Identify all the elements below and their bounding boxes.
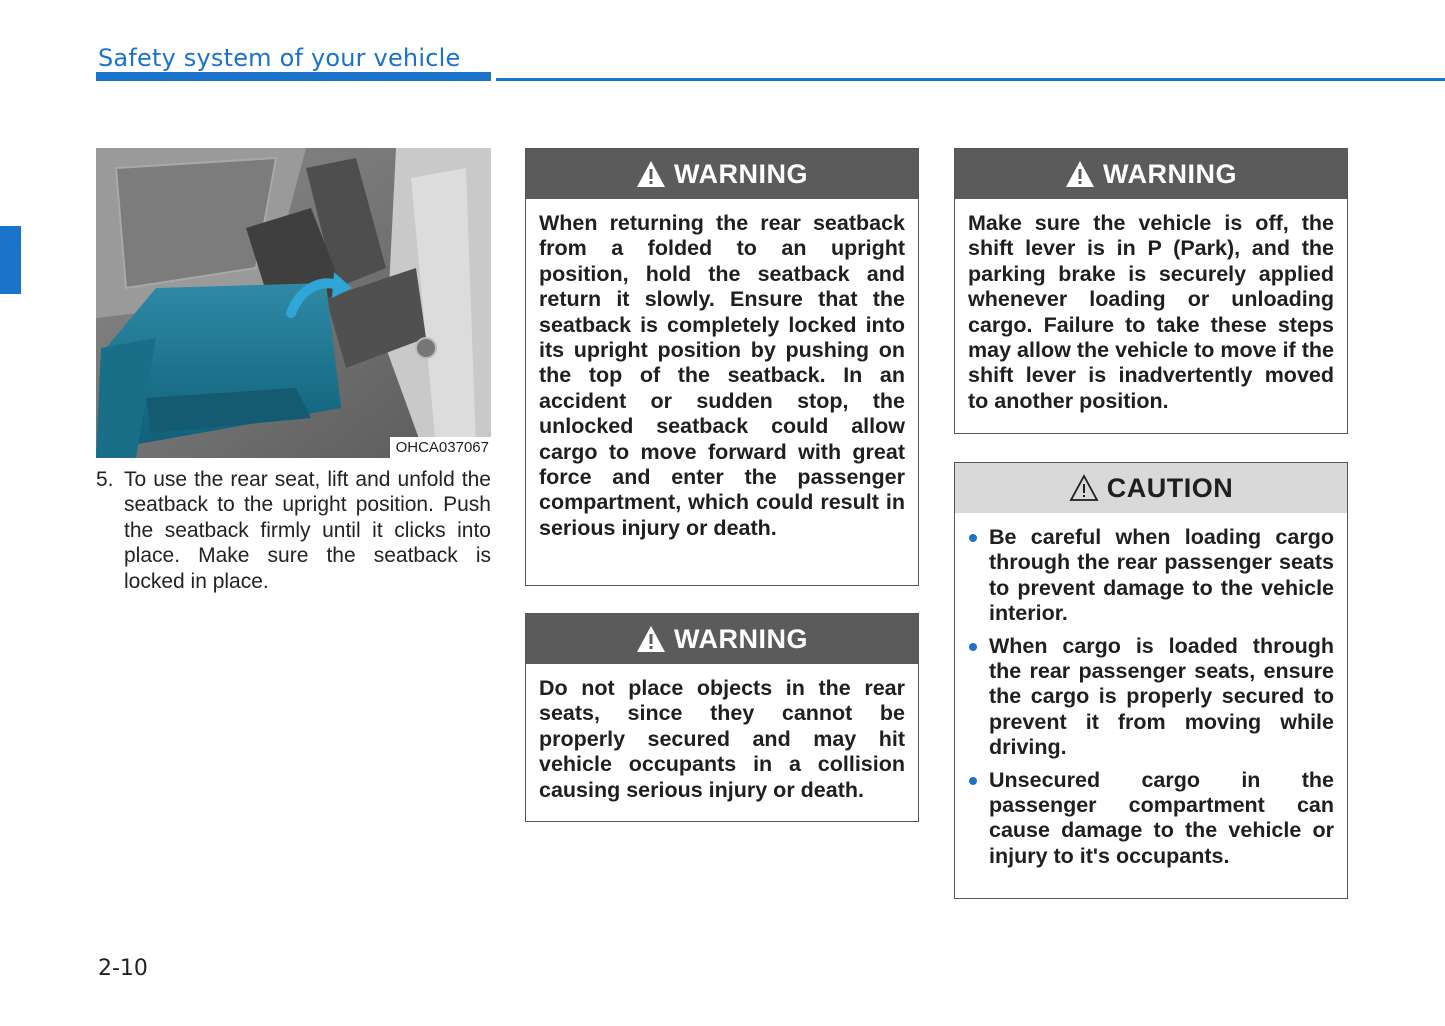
figure-code: OHCA037067: [390, 437, 491, 458]
warning-title: WARNING: [674, 623, 808, 654]
warning-triangle-icon: [1065, 160, 1095, 188]
caution-box: [954, 462, 1348, 899]
warning-box-seatback: [525, 148, 919, 586]
header-rule: [496, 78, 1445, 81]
warning-header: [526, 149, 918, 199]
warning-triangle-icon: [636, 625, 666, 653]
warning-header: [955, 149, 1347, 199]
warning-title: WARNING: [1103, 158, 1237, 189]
chapter-tab-marker: [0, 226, 21, 294]
warning-text: Make sure the vehicle is off, the shift lever is in P (Park), and the parking brake is securely applied whenever loading or unloading cargo. Failure to take these steps may allow the vehicle to move if the shift lever is inadvertently moved to another position.: [968, 211, 1334, 413]
warning-text: Do not place objects in the rear seats, since they cannot be properly secured and may hit vehicle occupants in a collision causing serious injury or death.: [539, 676, 905, 802]
warning-box-objects: [525, 613, 919, 822]
section-title: Safety system of your vehicle: [98, 44, 461, 72]
warning-triangle-icon: [636, 160, 666, 188]
caution-triangle-icon: [1069, 474, 1099, 502]
warning-text: When returning the rear seatback from a folded to an upright position, hold the seatback and return it slowly. Ensure that the seatback is completely locked into its upright position by pushing on the top of the seatback. In an accident or sudden stop, the unlocked seatback could allow cargo to move forward with great force and enter the passenger compartment, which could result in serious injury or death.: [539, 211, 905, 540]
warning-header: [526, 614, 918, 664]
caution-header: [955, 463, 1347, 513]
caution-item: When cargo is loaded through the rear passenger seats, ensure the cargo is properly secured to prevent it from moving while driving.: [968, 634, 1334, 761]
page-number: 2-10: [98, 956, 148, 981]
caution-list: [968, 525, 1334, 869]
warning-title: WARNING: [674, 158, 808, 189]
warning-box-park: [954, 148, 1348, 434]
step-instruction: [96, 467, 491, 594]
caution-item: Unsecured cargo in the passenger compartment can cause damage to the vehicle or injury to it's occupants.: [968, 768, 1334, 870]
step-number: 5.: [96, 468, 114, 491]
step-text: To use the rear seat, lift and unfold the seatback to the upright position. Push the seatback firmly until it clicks into place. Make sure the seatback is locked in place.: [124, 468, 491, 593]
header-accent-bar: [96, 72, 491, 81]
caution-item: Be careful when loading cargo through the rear passenger seats to prevent damage to the vehicle interior.: [968, 525, 1334, 627]
caution-title: CAUTION: [1106, 472, 1234, 503]
rear-seat-illustration: [96, 148, 491, 458]
